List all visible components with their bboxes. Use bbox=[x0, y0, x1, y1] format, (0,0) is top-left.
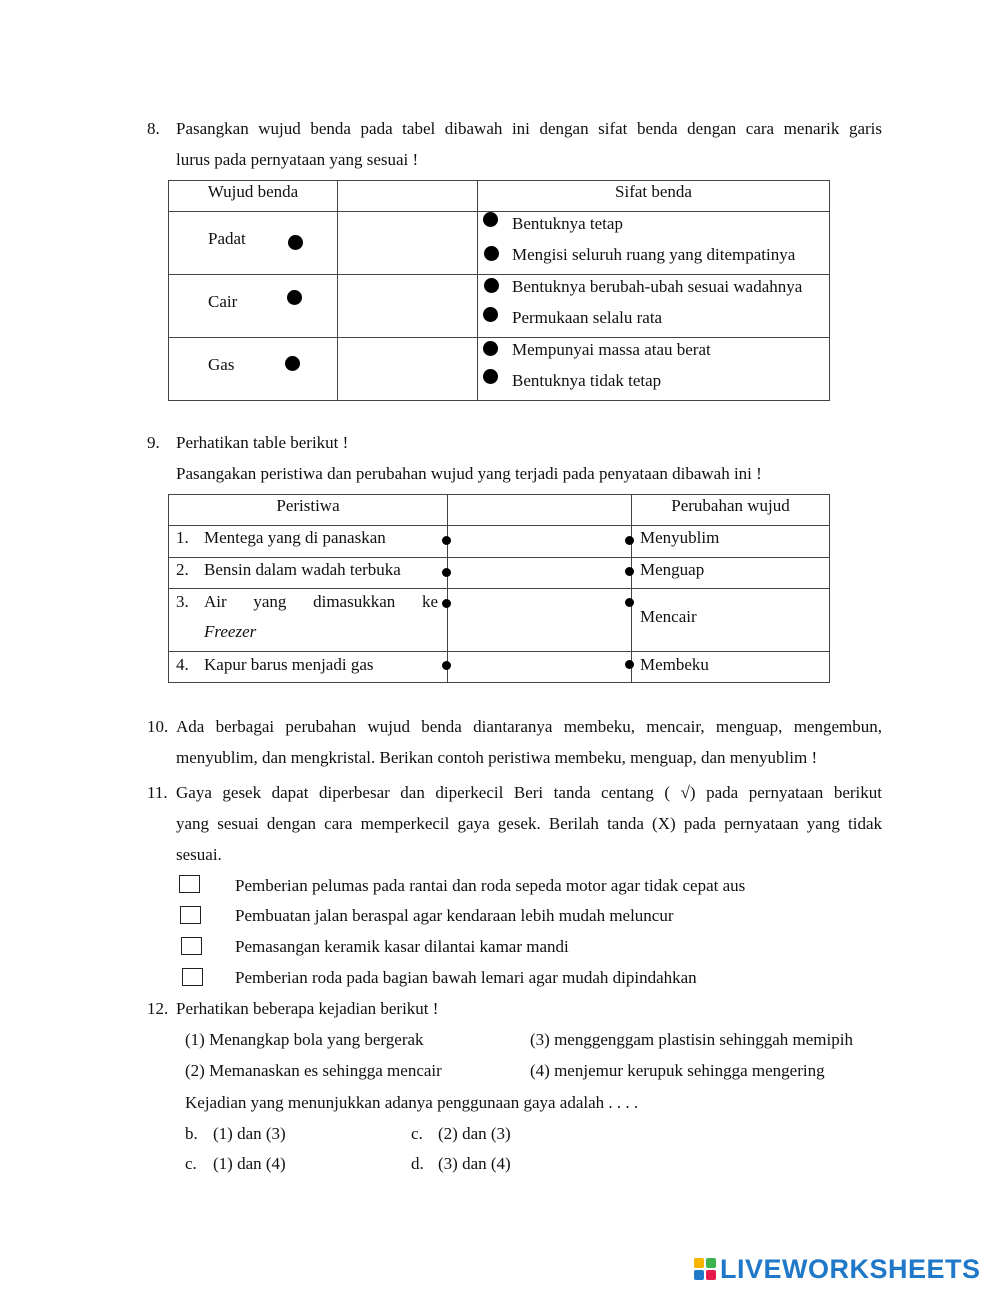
q8-sifat-dot-4[interactable] bbox=[483, 307, 498, 322]
q9-right-dot-2[interactable] bbox=[625, 567, 634, 576]
q9-row1-no: 1. bbox=[176, 528, 189, 547]
q8-row1-wujud-cell bbox=[169, 212, 338, 275]
q8-sifat-1: Bentuknya tetap bbox=[512, 214, 623, 233]
q8-header-blank bbox=[338, 181, 478, 212]
q8-sifat-dot-2[interactable] bbox=[484, 246, 499, 261]
q8-sifat-6: Bentuknya tidak tetap bbox=[512, 371, 662, 390]
q11-line3: sesuai. bbox=[176, 845, 222, 864]
q8-row3-wujud-cell bbox=[169, 338, 338, 401]
q8-gas-dot[interactable] bbox=[285, 356, 300, 371]
q11-item-2: Pembuatan jalan beraspal agar kendaraan lebih mudah meluncur bbox=[235, 906, 674, 925]
liveworksheets-logo-icon bbox=[694, 1258, 716, 1280]
q12-option-c2-text[interactable]: (1) dan (4) bbox=[213, 1154, 286, 1173]
q9-right-dot-1[interactable] bbox=[625, 536, 634, 545]
q11-number: 11. bbox=[147, 783, 168, 802]
q9-left-dot-4[interactable] bbox=[442, 661, 451, 670]
q8-cair-dot[interactable] bbox=[287, 290, 302, 305]
q8-wujud-cair: Cair bbox=[208, 292, 238, 311]
q11-checkbox-2[interactable] bbox=[180, 906, 201, 924]
q8-sifat-dot-3[interactable] bbox=[484, 278, 499, 293]
q9-row3-peristiwa: Air yang dimasukkan ke bbox=[204, 592, 438, 611]
q9-right-dot-4[interactable] bbox=[625, 660, 634, 669]
q9-header-peristiwa: Peristiwa bbox=[169, 495, 448, 526]
q9-perubahan-4: Membeku bbox=[640, 655, 709, 674]
q9-header-blank bbox=[448, 495, 632, 526]
q9-row3-no: 3. bbox=[176, 592, 189, 611]
q11-line2: yang sesuai dengan cara memperkecil gaya gesek. Berilah tanda (X) pada pernyataan yang tidak bbox=[176, 814, 882, 833]
q9-row1-mid bbox=[448, 526, 632, 558]
q10-number: 10. bbox=[147, 717, 169, 736]
q9-number: 9. bbox=[147, 433, 160, 452]
q8-sifat-3: Bentuknya berubah-ubah sesuai wadahnya bbox=[512, 277, 803, 296]
q8-header-wujud: Wujud benda bbox=[169, 181, 338, 212]
q11-checkbox-4[interactable] bbox=[182, 968, 203, 986]
q9-row2-peristiwa: Bensin dalam wadah terbuka bbox=[204, 560, 401, 579]
q9-row2-no: 2. bbox=[176, 560, 189, 579]
q8-sifat-dot-1[interactable] bbox=[483, 212, 498, 227]
q8-number: 8. bbox=[147, 119, 160, 138]
q8-sifat-dot-5[interactable] bbox=[483, 341, 498, 356]
q12-number: 12. bbox=[147, 999, 169, 1018]
q8-text-line2: lurus pada pernyataan yang sesuai ! bbox=[176, 150, 419, 169]
q12-option-b-label[interactable]: b. bbox=[185, 1124, 198, 1143]
q8-sifat-5: Mempunyai massa atau berat bbox=[512, 340, 711, 359]
q9-row4-mid bbox=[448, 652, 632, 683]
liveworksheets-logo-text: LIVEWORKSHEETS bbox=[720, 1253, 981, 1284]
q8-sifat-dot-6[interactable] bbox=[483, 369, 498, 384]
q8-sifat-4: Permukaan selalu rata bbox=[512, 308, 663, 327]
q8-row1-blank bbox=[338, 212, 478, 275]
q12-option-c1-text[interactable]: (2) dan (3) bbox=[438, 1124, 511, 1143]
liveworksheets-logo bbox=[694, 1254, 981, 1284]
q11-item-1: Pemberian pelumas pada rantai dan roda sepeda motor agar tidak cepat aus bbox=[235, 876, 746, 895]
q8-padat-dot[interactable] bbox=[288, 235, 303, 250]
q12-event-2: (2) Memanaskan es sehingga mencair bbox=[185, 1061, 442, 1080]
q9-row3-mid bbox=[448, 589, 632, 652]
q12-option-c1-label[interactable]: c. bbox=[411, 1124, 423, 1143]
q12-question: Kejadian yang menunjukkan adanya penggunaan gaya adalah . . . . bbox=[185, 1093, 639, 1112]
q9-perubahan-1: Menyublim bbox=[640, 528, 720, 547]
q9-left-dot-2[interactable] bbox=[442, 568, 451, 577]
q8-text-line1: Pasangkan wujud benda pada tabel dibawah ini dengan sifat benda dengan cara menarik garis bbox=[176, 119, 882, 138]
q10-line2: menyublim, dan mengkristal. Berikan contoh peristiwa membeku, menguap, dan menyublim ! bbox=[176, 748, 818, 767]
q9-line1: Perhatikan table berikut ! bbox=[176, 433, 349, 452]
q9-header-perubahan: Perubahan wujud bbox=[632, 495, 830, 526]
q8-row2-blank bbox=[338, 275, 478, 338]
q9-perubahan-3: Mencair bbox=[640, 607, 697, 626]
q11-checkbox-1[interactable] bbox=[179, 875, 200, 893]
q8-wujud-padat: Padat bbox=[208, 229, 246, 248]
q11-item-4: Pemberian roda pada bagian bawah lemari agar mudah dipindahkan bbox=[235, 968, 697, 987]
q9-row4-peristiwa: Kapur barus menjadi gas bbox=[204, 655, 374, 674]
q12-option-d-label[interactable]: d. bbox=[411, 1154, 424, 1173]
q8-sifat-2: Mengisi seluruh ruang yang ditempatinya bbox=[512, 245, 796, 264]
q12-event-1: (1) Menangkap bola yang bergerak bbox=[185, 1030, 424, 1049]
q9-row3-peristiwa-cont: Freezer bbox=[204, 622, 257, 641]
q12-event-4: (4) menjemur kerupuk sehingga mengering bbox=[530, 1061, 825, 1080]
q11-item-3: Pemasangan keramik kasar dilantai kamar mandi bbox=[235, 937, 569, 956]
q8-row2-wujud-cell bbox=[169, 275, 338, 338]
q9-row4-no: 4. bbox=[176, 655, 189, 674]
q9-right-dot-3[interactable] bbox=[625, 598, 634, 607]
q8-header-sifat: Sifat benda bbox=[478, 181, 830, 212]
q9-left-dot-1[interactable] bbox=[442, 536, 451, 545]
q11-checkbox-3[interactable] bbox=[181, 937, 202, 955]
q10-line1: Ada berbagai perubahan wujud benda diantaranya membeku, mencair, menguap, mengembun, bbox=[176, 717, 882, 736]
q12-line1: Perhatikan beberapa kejadian berikut ! bbox=[176, 999, 439, 1018]
q8-row3-blank bbox=[338, 338, 478, 401]
q12-option-c2-label[interactable]: c. bbox=[185, 1154, 197, 1173]
q9-row2-mid bbox=[448, 558, 632, 589]
q9-row1-peristiwa: Mentega yang di panaskan bbox=[204, 528, 386, 547]
q9-perubahan-2: Menguap bbox=[640, 560, 705, 579]
q9-left-dot-3[interactable] bbox=[442, 599, 451, 608]
q12-option-d-text[interactable]: (3) dan (4) bbox=[438, 1154, 511, 1173]
q12-event-3: (3) menggenggam plastisin sehinggah memipih bbox=[530, 1030, 853, 1049]
q8-wujud-gas: Gas bbox=[208, 355, 235, 374]
q12-option-b-text[interactable]: (1) dan (3) bbox=[213, 1124, 286, 1143]
q9-line2: Pasangakan peristiwa dan perubahan wujud yang terjadi pada penyataan dibawah ini ! bbox=[176, 464, 762, 483]
q11-line1: Gaya gesek dapat diperbesar dan diperkecil Beri tanda centang ( √) pada pernyataan berikut bbox=[176, 783, 882, 802]
